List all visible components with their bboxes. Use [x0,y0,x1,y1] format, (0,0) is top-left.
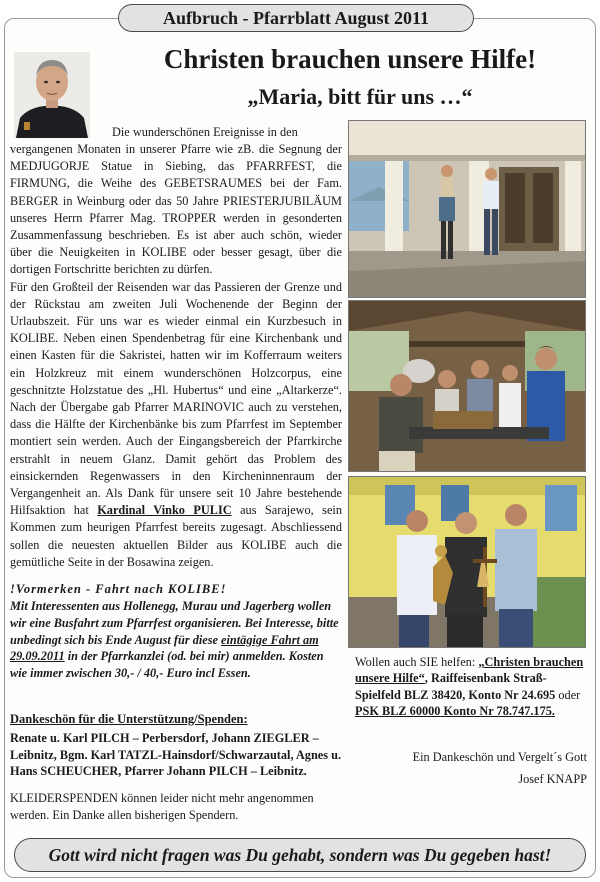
cardinal-name: Kardinal Vinko PULIC [97,503,232,518]
announcement-title: !Vormerken - Fahrt nach KOLIBE! [10,582,227,596]
article-headline: Christen brauchen unsere Hilfe! [163,44,537,74]
photo-statue-handover [348,476,586,648]
donor-list: Renate u. Karl PILCH – Perbersdorf, Johann ZIEGLER – Leibnitz, Bgm. Karl TATZL-Hainsdorf/Schwarzautal, Agnes u. Hans SCHEUCHER, Pfarrer Johann PILCH – Leibnitz. [10,731,342,779]
announcement-text-end: in der Pfarrkanzlei (od. bei mir) anmelden. Kosten wie immer zwischen 30,- / 40,- Euro incl Essen. [10,649,324,681]
article-paragraph-2-text: Für den Großteil der Reisenden war das Passieren der Grenze und der Rückstau am zweiten Juli Wochenende der Beginn der Urlaubszeit. Für uns war es wieder einmal ein Kurzbesuch in KOLIBE. Neben einen Spendenbetrag für eine Kirchenbank und einen Kasten für die Sakristei, hatten wir im Kofferraum weiters ein Holzkreuz mit einem wunderschönen Holzcorpus, eine geschnitzte Holzstatue des „Hl. Hubertus“ und eine „Altarkerze“. Nach der Übergabe gab Pfarrer MARINOVIC auch zu verstehen, dass die Hälfte der Kirchenbänke bis zum Pfarrfest im September montiert sein werden. Auch der Eingangsbereich der Pfarrkirche erstrahlt in neuem Glanz. Damit gehört das Problem des einsickernden Regenwassers in den Kircheninnenraum der Vergangenheit an. Als Dank für unsere seit 10 Jahre bestehende Hilfsaktion hat [10,279,342,518]
bank-account-2: PSK BLZ 60000 Konto Nr 78.747.175. [355,704,555,719]
article-subheadline: „Maria, bitt für uns …“ [247,84,473,109]
donation-lead: Wollen auch SIE helfen: [355,655,476,669]
closing-thanks: Ein Dankeschön und Vergelt´s Gott [412,750,587,764]
photo-church-entrance [348,120,586,298]
thanks-title: Dankeschön für die Unterstützung/Spenden: [10,712,248,726]
donation-info: Wollen auch SIE helfen: „Christen brauchen unsere Hilfe“, Raiffeisenbank Straß-Spielfeld BLZ 38420, Konto Nr 24.695 oder PSK BLZ 60000 Konto Nr 78.747.175. [355,655,584,719]
article-first-line: Die wunderschönen Ereignisse in den [112,125,298,139]
announcement-text: Mit Interessenten aus Hollenegg, Murau und Jagerberg wollen wir eine Busfahrt zum Pfarrfest organisieren. Bei Interesse, bitte unbedingt sich bis Ende August für diese [10,599,339,647]
article-body [10,141,342,571]
signature: Josef KNAPP [518,772,587,786]
newsletter-header: Aufbruch - Pfarrblatt August 2011 [118,4,474,32]
trip-date: eintägige Fahrt am 29.09.2011 [10,632,319,664]
article-paragraph-2 [10,279,342,571]
campaign-name: „Christen brauchen unsere Hilfe“ [355,655,584,686]
donation-or: oder [558,687,581,702]
bank-account-1: Raiffeisenbank Straß-Spielfeld BLZ 38420, Konto Nr 24.695 [355,671,556,702]
article-paragraph-1: vergangenen Monaten in unserer Pfarre wie zB. die Segnung der MEDJUGORJE Statue in Siebing, das PFARRFEST, die FIRMUNG, die Weihe des GEBETSRAUMES bei der Fam. BERGER in Weinburg oder das 50 Jahre PRIESTERJUBILÄUM unseres Herrn Pfarrer Mag. TROPPER werden in gesonderten Zusammenfassung beschrieben. Es ist aber auch schön, wieder über die Neuigkeiten in KOLIBE oder besser gesagt, über die dortigen Fortschritte berichten zu dürfen. [10,142,342,277]
closing-block [355,746,587,790]
clothing-notice: KLEIDERSPENDEN können leider nicht mehr angenommen werden. Ein Danke allen bisherigen Spendern. [10,791,314,822]
author-portrait [14,52,90,138]
announcement-body [10,598,342,682]
photo-group-at-table [348,300,586,472]
article-paragraph-2-end: aus Sarajewo, sein Kommen zum heurigen Pfarrfest bereits zugesagt. Abschliessend sollen die neuesten aktuellen Bilder aus KOLIBE auch die gemütliche Seite in der Bosawina zeigen. [10,503,342,569]
footer-quote: Gott wird nicht fragen was Du gehabt, sondern was Du gegeben hast! [14,838,586,872]
